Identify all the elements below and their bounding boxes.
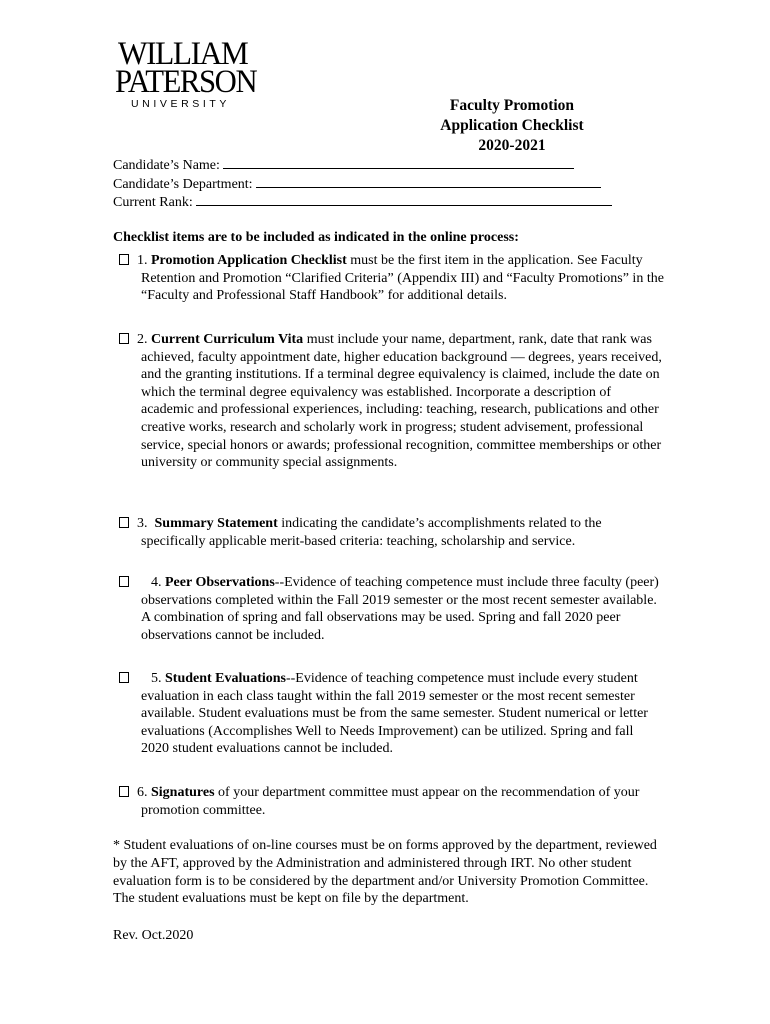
candidate-department-line[interactable] [256,175,601,188]
item-5-number: 5. [151,671,162,686]
item-4-title: Peer Observations [165,575,275,590]
item-6-title: Signatures [151,785,215,800]
current-rank-label: Current Rank: [113,195,193,210]
checklist-item-2 [119,331,664,472]
checkbox-item-4[interactable] [119,576,129,587]
item-1-title: Promotion Application Checklist [151,253,347,268]
current-rank-line[interactable] [196,193,612,206]
revision-date: Rev. Oct.2020 [113,928,194,943]
university-logo [113,38,261,112]
item-2-number: 2. [137,332,148,347]
item-2-text: must include your name, department, rank, date that rank was achieved, faculty appointment date, higher education background — degrees, years received, and the granting institutions. If a terminal degree equivalency is claimed, include the date on which the terminal degree equivalency was established. Incorporate a description of academic and professional experiences, including: teaching, research, publications and other creative works, research and scholarly work in progress; student advisement, professional service, special honors or awards; professional recognition, committee memberships or other university or community special assignments. [141,332,662,471]
item-1-text: must be the first item in the application. See Faculty Retention and Promotion “Clarified Criteria” (Appendix III) and “Faculty Promotions” in the “Faculty and Professional Staff Handbook” for additional details. [141,253,664,304]
item-4-number: 4. [151,575,162,590]
item-5-text: --Evidence of teaching competence must include every student evaluation in each class taught within the fall 2019 semester or the most recent semester available. Student evaluations must be from the same semester. Student numerical or letter evaluations (Accomplishes Well to Needs Improvement) can be utilized. Spring and fall 2020 student evaluations cannot be included. [141,671,648,757]
footnote: * Student evaluations of on-line courses must be on forms approved by the department, reviewed by the AFT, approved by the Administration and administered through IRT. No other student evaluation form is to be considered by the department and/or University Promotion Committee. The student evaluations must be kept on file by the department. [113,838,657,907]
item-2-title: Current Curriculum Vita [151,332,304,347]
item-6-number: 6. [137,785,148,800]
current-rank-field[interactable] [113,193,612,212]
item-5-title: Student Evaluations [165,671,286,686]
logo-line-william: WILLIAM [118,36,248,72]
checklist-heading: Checklist items are to be included as indicated in the online process: [113,230,519,245]
checkbox-item-1[interactable] [119,254,129,265]
logo-line-paterson: PATERSON [115,64,257,100]
candidate-name-label: Candidate’s Name: [113,158,220,173]
checklist-item-1 [119,252,664,305]
item-6-text: of your department committee must appear on the recommendation of your promotion committee. [141,785,640,818]
candidate-name-line[interactable] [223,156,574,169]
item-3-title: Summary Statement [154,516,278,531]
checkbox-item-5[interactable] [119,672,129,683]
checklist-item-4 [119,574,664,644]
title-line-2: Application Checklist [440,117,584,134]
checkbox-item-2[interactable] [119,333,129,344]
checklist-item-5 [119,670,664,758]
title-line-1: Faculty Promotion [449,97,575,114]
item-1-number: 1. [137,253,148,268]
checkbox-item-3[interactable] [119,517,129,528]
item-3-text: indicating the candidate’s accomplishments related to the specifically applicable merit-based criteria: teaching, scholarship and service. [141,516,602,549]
checkbox-item-6[interactable] [119,786,129,797]
title-line-3: 2020-2021 [478,137,546,154]
candidate-name-field[interactable] [113,156,574,175]
checklist-item-3 [119,515,664,550]
candidate-department-label: Candidate’s Department: [113,177,253,192]
candidate-department-field[interactable] [113,175,601,194]
item-3-number: 3. [137,516,148,531]
item-4-text: --Evidence of teaching competence must include three faculty (peer) observations completed within the Fall 2019 semester or the most recent semester available. A combination of spring and fall observations may be used. Spring and fall 2020 peer observations cannot be included. [141,575,659,643]
document-title [412,96,612,156]
checklist-item-6 [119,784,664,819]
logo-line-university: UNIVERSITY [131,98,231,110]
